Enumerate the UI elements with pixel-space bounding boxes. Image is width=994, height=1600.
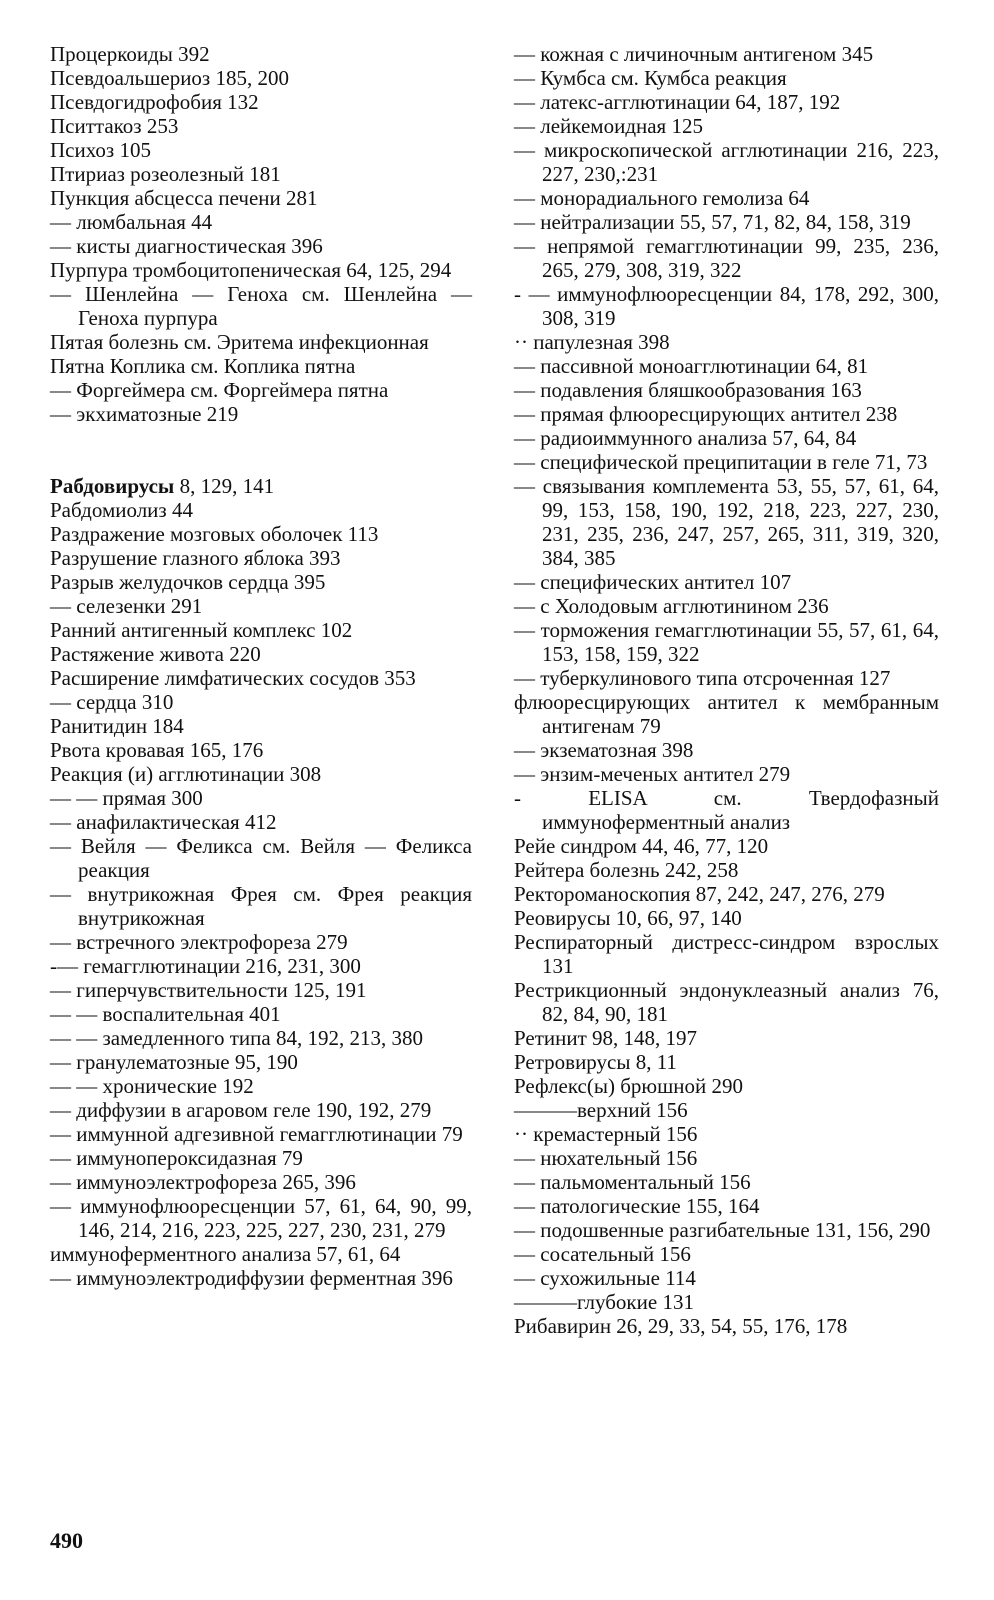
index-entry: - ELISA см. Твердофазный иммуноферментный анализ bbox=[514, 786, 939, 834]
index-entry: -— гемагглютинации 216, 231, 300 bbox=[50, 954, 361, 978]
index-entry: Респираторный дистресс-синдром взрослых 131 bbox=[514, 930, 939, 978]
index-entry: — непрямой гемагглютинации 99, 235, 236, 265, 279, 308, 319, 322 bbox=[514, 234, 939, 282]
index-entry: Реовирусы 10, 66, 97, 140 bbox=[514, 906, 742, 930]
index-entry: — иммунофлюоресценции 57, 61, 64, 90, 99, 146, 214, 216, 223, 225, 227, 230, 231, 279 bbox=[50, 1194, 472, 1242]
index-entry: Рвота кровавая 165, 176 bbox=[50, 738, 264, 762]
index-entry: ———верхний 156 bbox=[514, 1098, 688, 1122]
index-entry: — — воспалительная 401 bbox=[50, 1002, 281, 1026]
index-entry: — селезенки 291 bbox=[50, 594, 203, 618]
index-entry: — — замедленного типа 84, 192, 213, 380 bbox=[50, 1026, 423, 1050]
index-entry: — монорадиального гемолиза 64 bbox=[514, 186, 810, 210]
index-entry: ·· папулезная 398 bbox=[514, 330, 670, 354]
left-block-2 bbox=[50, 498, 472, 1290]
index-entry: Рестрикционный эндонуклеазный анализ 76, 82, 84, 90, 181 bbox=[514, 978, 939, 1026]
index-entry: — специфической преципитации в геле 71, 73 bbox=[514, 450, 928, 474]
index-entry: Раздражение мозговых оболочек 113 bbox=[50, 522, 379, 546]
index-entry: — латекс-агглютинации 64, 187, 192 bbox=[514, 90, 841, 114]
index-entry: Ранитидин 184 bbox=[50, 714, 184, 738]
index-entry: — — хронические 192 bbox=[50, 1074, 254, 1098]
index-entry: — пальмоментальный 156 bbox=[514, 1170, 751, 1194]
index-entry: — туберкулинового типа отсроченная 127 bbox=[514, 666, 891, 690]
index-entry: Птириаз розеолезный 181 bbox=[50, 162, 281, 186]
index-entry: Разрушение глазного яблока 393 bbox=[50, 546, 341, 570]
section-head-entry bbox=[50, 474, 472, 498]
index-entry: — иммунопероксидазная 79 bbox=[50, 1146, 303, 1170]
index-entry: — гиперчувствительности 125, 191 bbox=[50, 978, 367, 1002]
index-entry: — Вейля — Феликса см. Вейля — Феликса реакция bbox=[50, 834, 472, 882]
index-entry: Псевдоальшериоз 185, 200 bbox=[50, 66, 289, 90]
index-entry: — гранулематозные 95, 190 bbox=[50, 1050, 298, 1074]
index-entry: — люмбальная 44 bbox=[50, 210, 213, 234]
index-entry: Рейе синдром 44, 46, 77, 120 bbox=[514, 834, 769, 858]
index-entry: — энзим-меченых антител 279 bbox=[514, 762, 791, 786]
index-entry: — нейтрализации 55, 57, 71, 82, 84, 158, 319 bbox=[514, 210, 911, 234]
index-entry: Психоз 105 bbox=[50, 138, 151, 162]
index-entry: — иммуноэлектродиффузии ферментная 396 bbox=[50, 1266, 453, 1290]
index-entry: — кисты диагностическая 396 bbox=[50, 234, 323, 258]
index-entry: Расширение лимфатических сосудов 353 bbox=[50, 666, 416, 690]
index-entry: - — иммунофлюоресценции 84, 178, 292, 300, 308, 319 bbox=[514, 282, 939, 330]
index-entry: — Шенлейна — Геноха см. Шенлейна — Геноха пурпура bbox=[50, 282, 472, 330]
left-block-1 bbox=[50, 42, 472, 426]
index-entry: — сердца 310 bbox=[50, 690, 174, 714]
index-entry: Ретинит 98, 148, 197 bbox=[514, 1026, 698, 1050]
index-entry: — иммуноэлектрофореза 265, 396 bbox=[50, 1170, 356, 1194]
index-entry: — подавления бляшкообразования 163 bbox=[514, 378, 862, 402]
right-column bbox=[514, 42, 939, 1338]
index-entry: Рейтера болезнь 242, 258 bbox=[514, 858, 739, 882]
index-entry: — специфических антител 107 bbox=[514, 570, 792, 594]
index-entry: — патологические 155, 164 bbox=[514, 1194, 760, 1218]
index-entry: Реакция (и) агглютинации 308 bbox=[50, 762, 322, 786]
index-entry: Растяжение живота 220 bbox=[50, 642, 261, 666]
index-entry: — радиоиммунного анализа 57, 64, 84 bbox=[514, 426, 857, 450]
section-head-word: Рабдовирусы bbox=[50, 474, 175, 498]
index-entry: — с Холодовым агглютинином 236 bbox=[514, 594, 829, 618]
index-entry: Пункция абсцесса печени 281 bbox=[50, 186, 318, 210]
index-entry: Разрыв желудочков сердца 395 bbox=[50, 570, 326, 594]
index-entry: — подошвенные разгибательные 131, 156, 290 bbox=[514, 1218, 931, 1242]
index-entry: Пурпура тромбоцитопеническая 64, 125, 294 bbox=[50, 258, 452, 282]
index-entry: — пассивной моноагглютинации 64, 81 bbox=[514, 354, 869, 378]
index-entry: — Форгеймера см. Форгеймера пятна bbox=[50, 378, 389, 402]
index-entry: ·· кремастерный 156 bbox=[514, 1122, 698, 1146]
page-number: 490 bbox=[50, 1528, 83, 1553]
section-gap bbox=[50, 426, 472, 474]
index-entry: ———глубокие 131 bbox=[514, 1290, 694, 1314]
index-entry: иммуноферментного анализа 57, 61, 64 bbox=[50, 1242, 401, 1266]
index-entry: — сухожильные 114 bbox=[514, 1266, 696, 1290]
index-entry: Пситтакоз 253 bbox=[50, 114, 179, 138]
section-head-pages: 8, 129, 141 bbox=[174, 474, 275, 498]
index-entry: — торможения гемагглютинации 55, 57, 61, 64, 153, 158, 159, 322 bbox=[514, 618, 939, 666]
index-entry: Ректороманоскопия 87, 242, 247, 276, 279 bbox=[514, 882, 885, 906]
index-entry: Ретровирусы 8, 11 bbox=[514, 1050, 677, 1074]
index-entry: — встречного электрофореза 279 bbox=[50, 930, 348, 954]
index-entry: Пятая болезнь см. Эритема инфекционная bbox=[50, 330, 429, 354]
index-entry: — — прямая 300 bbox=[50, 786, 203, 810]
index-entry: — экхиматозные 219 bbox=[50, 402, 239, 426]
index-entry: — диффузии в агаровом геле 190, 192, 279 bbox=[50, 1098, 432, 1122]
index-entry: — внутрикожная Фрея см. Фрея реакция внутрикожная bbox=[50, 882, 472, 930]
index-entry: Рибавирин 26, 29, 33, 54, 55, 176, 178 bbox=[514, 1314, 848, 1338]
index-entry: — лейкемоидная 125 bbox=[514, 114, 703, 138]
index-entry: — нюхательный 156 bbox=[514, 1146, 698, 1170]
index-entry: Псевдогидрофобия 132 bbox=[50, 90, 259, 114]
index-entry: — Кумбса см. Кумбса реакция bbox=[514, 66, 787, 90]
index-entry: Ранний антигенный комплекс 102 bbox=[50, 618, 353, 642]
index-entry: — иммунной адгезивной гемагглютинации 79 bbox=[50, 1122, 463, 1146]
index-entry: — кожная с личиночным антигеном 345 bbox=[514, 42, 874, 66]
index-entry: — связывания комплемента 53, 55, 57, 61, 64, 99, 153, 158, 190, 192, 218, 223, 227, 230, 231, 235, 236, 247, 257, 265, 311, 319, 320, 384, 385 bbox=[514, 474, 939, 570]
index-entry: Рабдомиолиз 44 bbox=[50, 498, 193, 522]
index-entry: Процеркоиды 392 bbox=[50, 42, 210, 66]
index-entry: Рефлекс(ы) брюшной 290 bbox=[514, 1074, 743, 1098]
index-entry: флюоресцирующих антител к мембранным антигенам 79 bbox=[514, 690, 939, 738]
index-entry: — экзематозная 398 bbox=[514, 738, 694, 762]
index-entry: — анафилактическая 412 bbox=[50, 810, 277, 834]
index-entry: — микроскопической агглютинации 216, 223, 227, 230,:231 bbox=[514, 138, 939, 186]
index-entry: — сосательный 156 bbox=[514, 1242, 691, 1266]
index-entry: — прямая флюоресцирующих антител 238 bbox=[514, 402, 898, 426]
index-entry: Пятна Коплика см. Коплика пятна bbox=[50, 354, 356, 378]
left-column bbox=[50, 42, 472, 1290]
